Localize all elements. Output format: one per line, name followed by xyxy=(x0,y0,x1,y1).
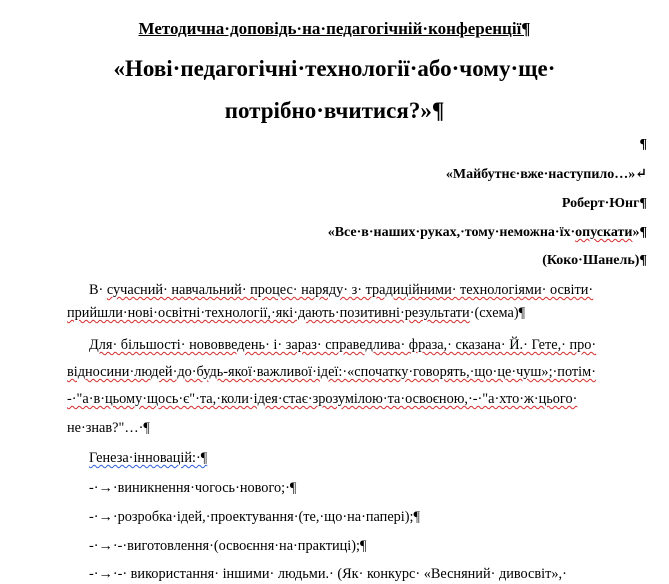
epigraph-2-author: (Коко·Шанель)¶ xyxy=(542,253,647,268)
epigraph-2-quote-part-c: »¶ xyxy=(632,225,647,240)
list-item: -·→·-· використання· іншими· людьми.· (Як· конкурс· «Весняний· дивосвіт»,· xyxy=(89,566,567,582)
paragraph-1-line-1-rest: сучасний· навчальний· процес· наряду· з· традиційними· технологіями· освіти· xyxy=(106,282,594,298)
epigraph-2-quote-misspelled: опускати xyxy=(575,225,633,240)
paragraph-2-line-4: не·знав?"…·¶ xyxy=(67,420,150,436)
epigraph-2-quote xyxy=(328,226,647,240)
list-item: -·→·-·виготовлення·(освоєння·на·практиці);¶ xyxy=(89,538,367,554)
paragraph-1-line-1-start: В· xyxy=(89,282,107,298)
paragraph-2-line-1: Для· більшості· нововведень· і· зараз· справедлива· фраза,· сказана· Й.· Гете,· про· xyxy=(89,337,597,353)
paragraph-1-line-2-end: ·(схема)¶ xyxy=(469,305,526,321)
document-title: Методична·доповідь·на·педагогічній·конференції¶ xyxy=(138,19,531,38)
paragraph-1-line-1 xyxy=(89,283,593,297)
paragraph-1-line-2 xyxy=(67,306,525,320)
list-item: -·→·розробка·ідей,·проектування·(те,·що·на·папері);¶ xyxy=(89,509,420,525)
paragraph-2-line-2: відносини·людей·до·будь-якої·важливої·ідеї:·«спочатку·говорять,·що·це·чуш»;·потім· xyxy=(67,364,596,380)
paragraph-1-line-2-main: прийшли·нові·освітні·технології,·які·дають·позитивні·результати xyxy=(67,305,470,321)
genesis-heading: Генеза·інновацій:·¶ xyxy=(89,450,208,466)
document-subtitle-line-1: «Нові·педагогічні·технології·або·чому·ще· xyxy=(113,56,556,81)
epigraph-1-author: Роберт·Юнг¶ xyxy=(561,196,647,211)
paragraph-2-line-3: -·"а·в·цьому·щось·є"·та,·коли·ідея·стає·зрозумілою·та·освоєною,·-·"а·хто·ж·цього· xyxy=(67,391,578,407)
document-subtitle-line-2: потрібно·вчитися?»¶ xyxy=(224,98,445,123)
list-item: -·→·виникнення·чогось·нового;·¶ xyxy=(89,480,297,496)
epigraph-1-quote: «Майбутнє·вже·наступило…»↵ xyxy=(445,167,647,182)
epigraph-2-quote-part-a: «Все·в·наших·руках,·тому·неможна·їх· xyxy=(327,225,576,240)
empty-paragraph-mark: ¶ xyxy=(639,137,647,152)
